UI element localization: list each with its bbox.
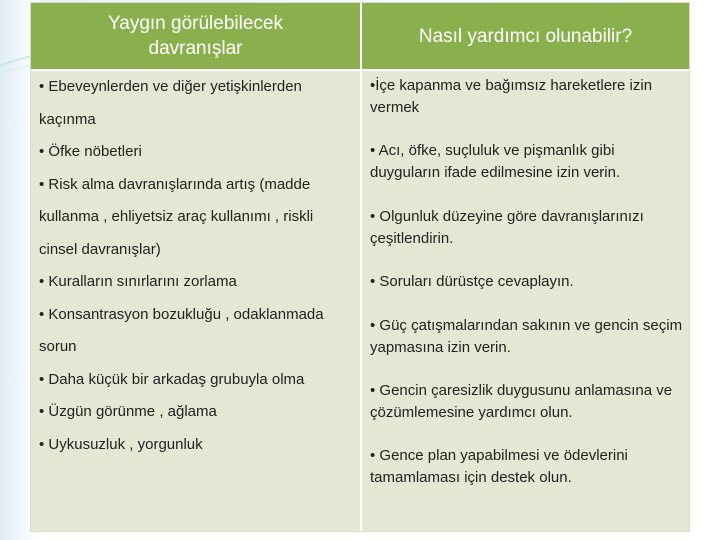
column-divider [360, 3, 362, 531]
header-behaviors: Yaygın görülebilecek davranışlar [31, 3, 360, 69]
behavior-line: • Ebeveynlerden ve diğer yetişkinlerden [39, 78, 302, 95]
behavior-line: • Daha küçük bir arkadaş grubuyla olma [39, 370, 305, 388]
behavior-line: kaçınma [39, 110, 96, 128]
behavior-line: • Risk alma davranışlarında artış (madde [39, 175, 311, 193]
behavior-line: • Üzgün görünme , ağlama [39, 403, 217, 420]
help-item: • Gence plan yapabilmesi ve ödevlerini tamamlaması için destek olun. [370, 447, 628, 486]
behavior-line: kullanma , ehliyetsiz araç kullanımı , riskli [39, 208, 314, 225]
help-item: • Gencin çaresizlik duygusunu anlamasına ve çözümlemesine yardımcı olun. [370, 382, 673, 421]
comparison-table [30, 2, 690, 532]
help-item: • Olgunluk düzeyine göre davranışlarınızı çeşitlendirin. [370, 208, 644, 247]
behavior-line: cinsel davranışlar) [39, 240, 161, 258]
help-item: • Soruları dürüstçe cevaplayın. [370, 273, 574, 290]
help-item: • Güç çatışmalarından sakının ve gencin seçim yapmasına izin verin. [370, 317, 683, 356]
behavior-line: sorun [39, 338, 77, 355]
behavior-line: • Konsantrasyon bozukluğu , odaklanmada [39, 305, 324, 323]
behavior-line: • Öfke nöbetleri [39, 143, 142, 160]
behaviors-column [39, 71, 355, 461]
help-item: •İçe kapanma ve bağımsız hareketlere izin vermek [370, 77, 653, 116]
behavior-line: • Kuralların sınırlarını zorlama [39, 273, 237, 290]
behavior-line: • Uykusuzluk , yorgunluk [39, 435, 203, 453]
header-how-to-help: Nasıl yardımcı olunabilir? [362, 3, 689, 69]
help-item: • Acı, öfke, suçluluk ve pişmanlık gibi duyguların ifade edilmesine izin verin. [370, 142, 621, 181]
